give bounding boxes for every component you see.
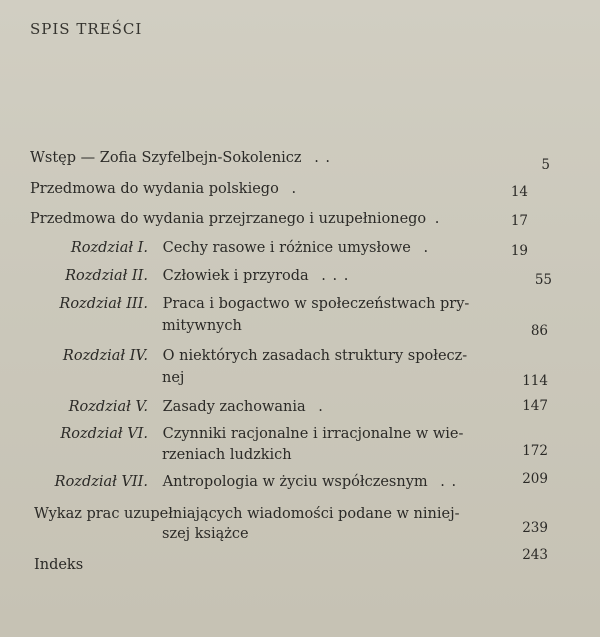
- toc-entry-revised-preface: [30, 211, 440, 227]
- entry-dots: .: [318, 399, 324, 415]
- toc-entry-chapter-5: [30, 399, 324, 415]
- entry-title: Wykaz prac uzupełniających wiadomości podane w niniej-: [34, 506, 460, 522]
- entry-dots: .: [291, 181, 298, 197]
- entry-title-continuation: rzeniach ludzkich: [162, 447, 292, 463]
- entry-title: Człowiek i przyroda: [162, 268, 309, 284]
- entry-title: Wstęp — Zofia Szyfelbejn-Sokolenicz: [30, 150, 302, 166]
- toc-entry-chapter-7: [30, 474, 457, 490]
- toc-entry-introduction: [30, 150, 331, 166]
- entry-page-number: 239: [522, 520, 548, 536]
- entry-dots: . .: [440, 474, 458, 490]
- chapter-label: Rozdział III.: [59, 296, 148, 312]
- entry-title: Antropologia w życiu współczesnym: [162, 474, 428, 490]
- toc-entry-chapter-1: [30, 240, 429, 256]
- entry-page-number: 55: [534, 272, 552, 288]
- entry-title: O niektórych zasadach struktury społecz-: [162, 348, 468, 364]
- entry-page-number: 5: [541, 157, 550, 173]
- entry-title: Cechy rasowe i różnice umysłowe: [162, 240, 411, 256]
- entry-title: Indeks: [34, 557, 84, 573]
- entry-page-number: 14: [510, 184, 528, 200]
- toc-entry-chapter-6: [30, 426, 463, 442]
- entry-title-continuation: szej książce: [162, 526, 249, 542]
- entry-dots: .: [434, 211, 441, 227]
- toc-entry-chapter-2: [30, 268, 349, 284]
- toc-entry-polish-preface: [30, 181, 297, 197]
- chapter-label: Rozdział II.: [65, 268, 148, 284]
- chapter-label: Rozdział I.: [70, 240, 148, 256]
- toc-entry-bibliography: [34, 506, 459, 522]
- entry-title: Przedmowa do wydania polskiego: [30, 181, 279, 197]
- entry-dots: .: [423, 240, 430, 256]
- chapter-label: Rozdział VI.: [60, 426, 148, 442]
- toc-entry-chapter-4: [30, 348, 467, 364]
- entry-title: Praca i bogactwo w społeczeństwach pry-: [162, 296, 470, 312]
- entry-title: Przedmowa do wydania przejrzanego i uzupełnionego: [30, 211, 427, 227]
- entry-title: Zasady zachowania: [162, 399, 306, 415]
- entry-page-number: 243: [522, 547, 548, 563]
- entry-title-continuation: mitywnych: [162, 318, 242, 334]
- toc-entry-chapter-3: [30, 296, 469, 312]
- chapter-label: Rozdział IV.: [62, 348, 148, 364]
- chapter-label: Rozdział VII.: [54, 474, 148, 490]
- entry-page-number: 147: [522, 398, 548, 414]
- entry-page-number: 209: [522, 471, 548, 487]
- entry-title-continuation: nej: [162, 370, 185, 386]
- entry-page-number: 172: [522, 443, 548, 459]
- entry-page-number: 86: [530, 323, 548, 339]
- entry-page-number: 17: [510, 213, 528, 229]
- entry-dots: . . .: [321, 268, 350, 284]
- entry-dots: . .: [314, 150, 332, 166]
- page-heading: SPIS TREŚCI: [30, 20, 143, 38]
- entry-title: Czynniki racjonalne i irracjonalne w wie-: [162, 426, 464, 442]
- toc-entry-index: [34, 557, 83, 573]
- entry-page-number: 114: [522, 373, 548, 389]
- chapter-label: Rozdział V.: [68, 399, 148, 415]
- entry-page-number: 19: [510, 243, 528, 259]
